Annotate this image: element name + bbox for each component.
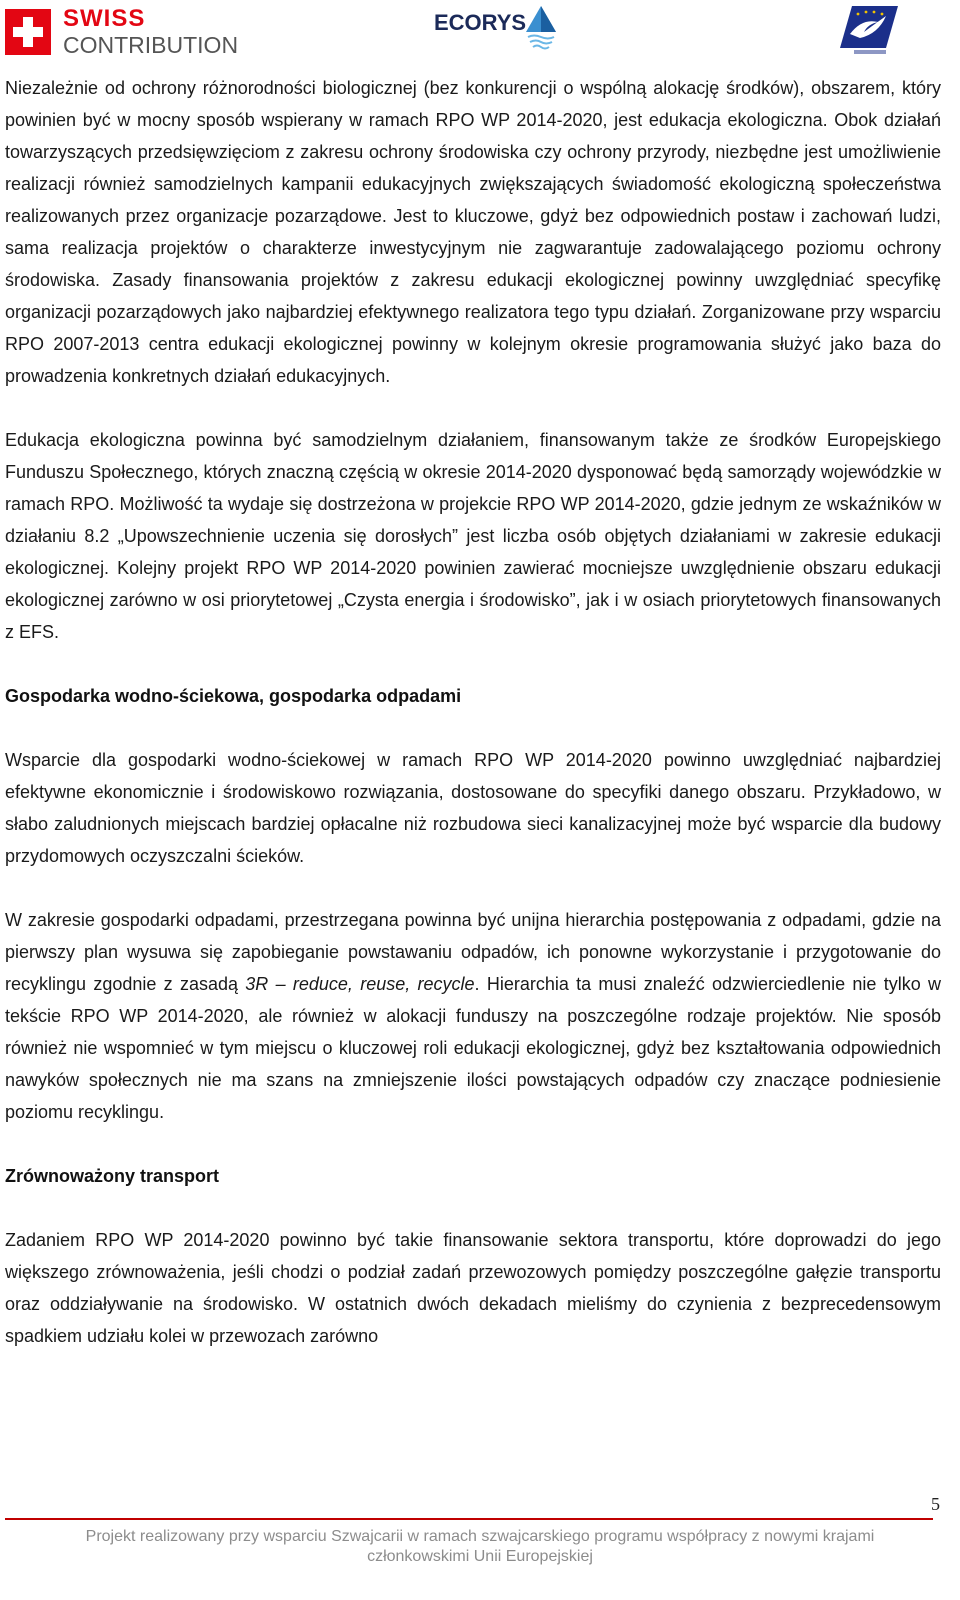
paragraph-water-sewage: Wsparcie dla gospodarki wodno-ściekowej w ramach RPO WP 2014-2020 powinno uwzględniać najbardziej efektywne ekonomicznie i środowiskowo rozwiązania, dostosowane do specyfiki danego obszaru. Przykładowo, w słabo zaludnionych miejscach bardziej opłacalne niż rozbudowa sieci kanalizacyjnej może być wsparcie dla budowy przydomowych oczyszczalni ścieków. bbox=[5, 750, 941, 866]
footer-note bbox=[0, 1527, 960, 1567]
paragraph-ecological-education: Niezależnie od ochrony różnorodności biologicznej (bez konkurencji o wspólną alokację środków), obszarem, który powinien być w mocny sposób wspierany w ramach RPO WP 2014-2020, jest edukacja ekologiczna. Obok działań towarzyszących przedsięwzięciom z zakresu ochrony środowiska czy ochrony przyrody, niezbędne jest umożliwienie realizacji również samodzielnych kampanii edukacyjnych zwiększających świadomość ekologiczną społeczeństwa realizowanych przez organizacje pozarządowe. Jest to kluczowe, gdyż bez odpowiednich postaw i zachowań ludzi, sama realizacja projektów o charakterze inwestycyjnym nie zagwarantuje zadowalającego poziomu ochrony środowiska. Zasady finansowania projektów z zakresu edukacji ekologicznej powinny uwzględniać specyfikę organizacji pozarządowych jako najbardziej efektywnego realizatora tego typu działań. Zorganizowane przy wsparciu RPO 2007-2013 centra edukacji ekologicznej powinny w kolejnym okresie programowania służyć jako baza do prowadzenia konkretnych działań edukacyjnych. bbox=[5, 78, 941, 386]
ecorys-logo bbox=[434, 6, 564, 56]
swiss-contribution-logo bbox=[5, 5, 245, 57]
waste-3r-principle: 3R – reduce, reuse, recycle bbox=[245, 974, 475, 994]
swiss-logo-line2: CONTRIBUTION bbox=[63, 32, 239, 58]
section-heading-transport: Zrównoważony transport bbox=[5, 1166, 220, 1186]
swiss-logo-line1: SWISS bbox=[63, 5, 146, 32]
paragraph-waste-management bbox=[5, 904, 941, 1128]
page-header bbox=[0, 0, 960, 70]
waste-text-part2: . Hierarchia ta musi znaleźć odzwierciedlenie nie tylko w tekście RPO WP 2014-2020, ale również w alokacji funduszy na poszczególne rodzaje projektów. Nie sposób również nie wspomnieć w tym miejscu o kluczowej roli edukacji ekologicznej, gdyż bez kształtowania odpowiednich nawyków społecznych nie ma szans na zmniejszenie ilości powstających odpadów czy znaczące podniesienie poziomu recyklingu. bbox=[5, 974, 941, 1122]
footer-divider bbox=[5, 1518, 933, 1520]
page-number: 5 bbox=[931, 1494, 940, 1514]
ecorys-triangle-icon bbox=[524, 6, 558, 54]
paragraph-sustainable-transport: Zadaniem RPO WP 2014-2020 powinno być takie finansowanie sektora transportu, które doprowadzi do jego większego zrównoważenia, jeśli chodzi o podział zadań przewozowych pomiędzy poszczególne gałęzie transportu oraz oddziaływanie na środowisko. W ostatnich dwóch dekadach mieliśmy do czynienia z bezprecedensowym spadkiem udziału kolei w przewozach zarówno bbox=[5, 1230, 941, 1346]
waste-text-part1: W zakresie gospodarki odpadami, przestrzegana powinna być unijna hierarchia postępowania z odpadami, gdzie na pierwszy plan wysuwa się zapobieganie powstawaniu odpadów, ich ponowne wykorzystanie i przygotowanie do recyklingu zgodnie z zasadą bbox=[5, 910, 941, 994]
footer-line2: członkowskimi Unii Europejskiej bbox=[367, 1548, 593, 1565]
section-heading-water-waste: Gospodarka wodno-ściekowa, gospodarka odpadami bbox=[5, 686, 462, 706]
footer-line1: Projekt realizowany przy wsparciu Szwajcarii w ramach szwajcarskiego programu współpracy z nowymi krajami bbox=[85, 1528, 875, 1545]
bird-emblem-logo bbox=[838, 4, 900, 56]
swiss-cross-icon bbox=[5, 9, 51, 55]
paragraph-esf-education: Edukacja ekologiczna powinna być samodzielnym działaniem, finansowanym także ze środków Europejskiego Funduszu Społecznego, których znaczną częścią w okresie 2014-2020 dysponować będą samorządy wojewódzkie w ramach RPO. Możliwość ta wydaje się dostrzeżona w projekcie RPO WP 2014-2020, gdzie jednym ze wskaźników w działaniu 8.2 „Upowszechnienie uczenia się dorosłych” jest liczba osób objętych działaniami w zakresie edukacji ekologicznej. Kolejny projekt RPO WP 2014-2020 powinien zawierać mocniejsze uwzględnienie obszaru edukacji ekologicznej zarówno w osi priorytetowej „Czysta energia i środowisko”, jak i w osiach priorytetowych finansowanych z EFS. bbox=[5, 430, 941, 642]
ecorys-logo-text: ECORYS bbox=[434, 10, 527, 35]
document-body bbox=[5, 72, 941, 1352]
